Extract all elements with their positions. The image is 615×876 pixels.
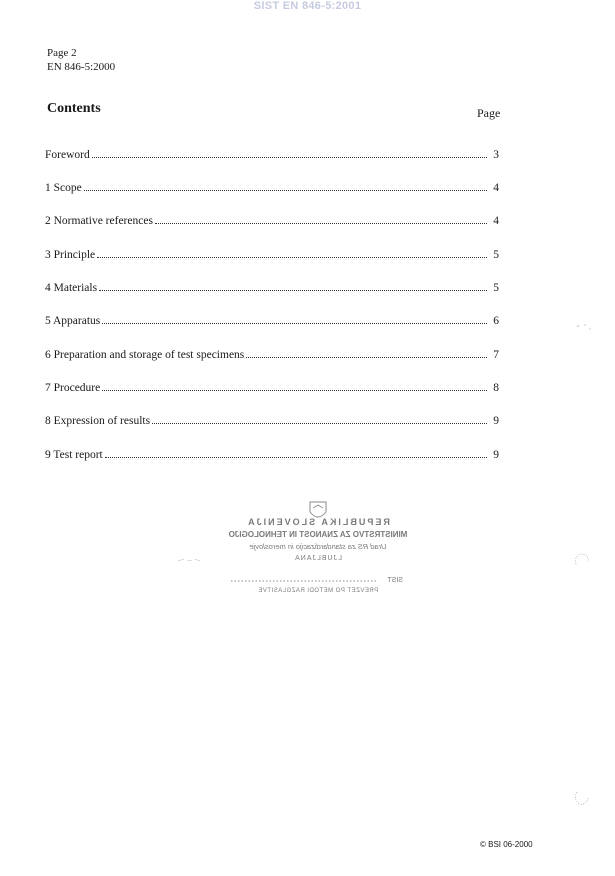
toc-entry-page: 9 [493, 449, 499, 461]
toc-entry-preparation[interactable] [45, 345, 499, 361]
stamp-line-1: REPUBLIKA SLOVENIJA [246, 517, 390, 527]
toc-entry-page: 5 [493, 249, 499, 261]
toc-leader-dots [92, 156, 487, 158]
toc-entry-label: 9 Test report [45, 449, 103, 461]
toc-entry-principle[interactable] [45, 245, 499, 261]
toc-entry-expression-of-results[interactable] [45, 411, 499, 427]
stamp-line-6: PREVZET PO METODI RAZGLASITVE [257, 588, 379, 594]
toc-leader-dots [97, 256, 487, 258]
document-watermark: SIST EN 846-5:2001 [253, 0, 362, 12]
toc-entry-label: 4 Materials [45, 282, 98, 294]
toc-leader-dots [102, 322, 487, 324]
toc-entry-normative-references[interactable] [45, 211, 499, 227]
toc-leader-dots [84, 189, 487, 191]
toc-leader-dots [246, 356, 487, 358]
toc-leader-dots [102, 389, 487, 391]
toc-entry-apparatus[interactable] [45, 311, 499, 327]
toc-entry-label: 3 Principle [45, 249, 96, 261]
page-column-heading: Page [477, 106, 501, 120]
toc-entry-test-report[interactable] [45, 445, 499, 461]
toc-entry-label: 2 Normative references [45, 215, 153, 227]
toc-entry-procedure[interactable] [45, 378, 499, 394]
stamp-line-5: SIST [387, 577, 403, 584]
toc-entry-page: 3 [493, 149, 499, 161]
scan-speck [572, 788, 592, 808]
standard-number: EN 846-5:2000 [47, 61, 116, 73]
toc-entry-page: 4 [493, 182, 499, 194]
scan-speck [176, 555, 202, 565]
scan-speck [572, 550, 592, 570]
scan-speck [575, 320, 595, 334]
toc-entry-page: 6 [493, 315, 499, 327]
toc-entry-label: Foreword [45, 149, 90, 161]
toc-leader-dots [105, 456, 487, 458]
toc-entry-label: 6 Preparation and storage of test specimens [45, 349, 245, 361]
toc-entry-foreword[interactable] [45, 145, 499, 161]
toc-entry-page: 7 [493, 349, 499, 361]
stamp-line-4: LJUBLJANA [294, 555, 342, 562]
stamp-line-2: MINISTRSTVO ZA ZNANOST IN TEHNOLOGIJO [228, 530, 408, 539]
contents-heading: Contents [47, 101, 101, 116]
stamp-crest-icon [310, 502, 326, 517]
toc-leader-dots [99, 289, 487, 291]
toc-entry-label: 5 Apparatus [45, 315, 101, 327]
toc-entry-label: 1 Scope [45, 182, 82, 194]
toc-entry-label: 8 Expression of results [45, 415, 151, 427]
toc-leader-dots [152, 422, 487, 424]
toc-entry-page: 4 [493, 215, 499, 227]
institutional-stamp [228, 500, 408, 595]
toc-entry-page: 8 [493, 382, 499, 394]
toc-entry-page: 5 [493, 282, 499, 294]
toc-entry-label: 7 Procedure [45, 382, 101, 394]
page-header [47, 46, 115, 74]
page-number-label: Page 2 [47, 47, 77, 59]
toc-entry-materials[interactable] [45, 278, 499, 294]
copyright-footer: © BSI 06-2000 [480, 840, 533, 849]
toc-entry-page: 9 [493, 415, 499, 427]
toc-entry-scope[interactable] [45, 178, 499, 194]
toc-leader-dots [155, 222, 487, 224]
stamp-line-3: Urad RS za standardizacijo in meroslovje [249, 542, 387, 551]
